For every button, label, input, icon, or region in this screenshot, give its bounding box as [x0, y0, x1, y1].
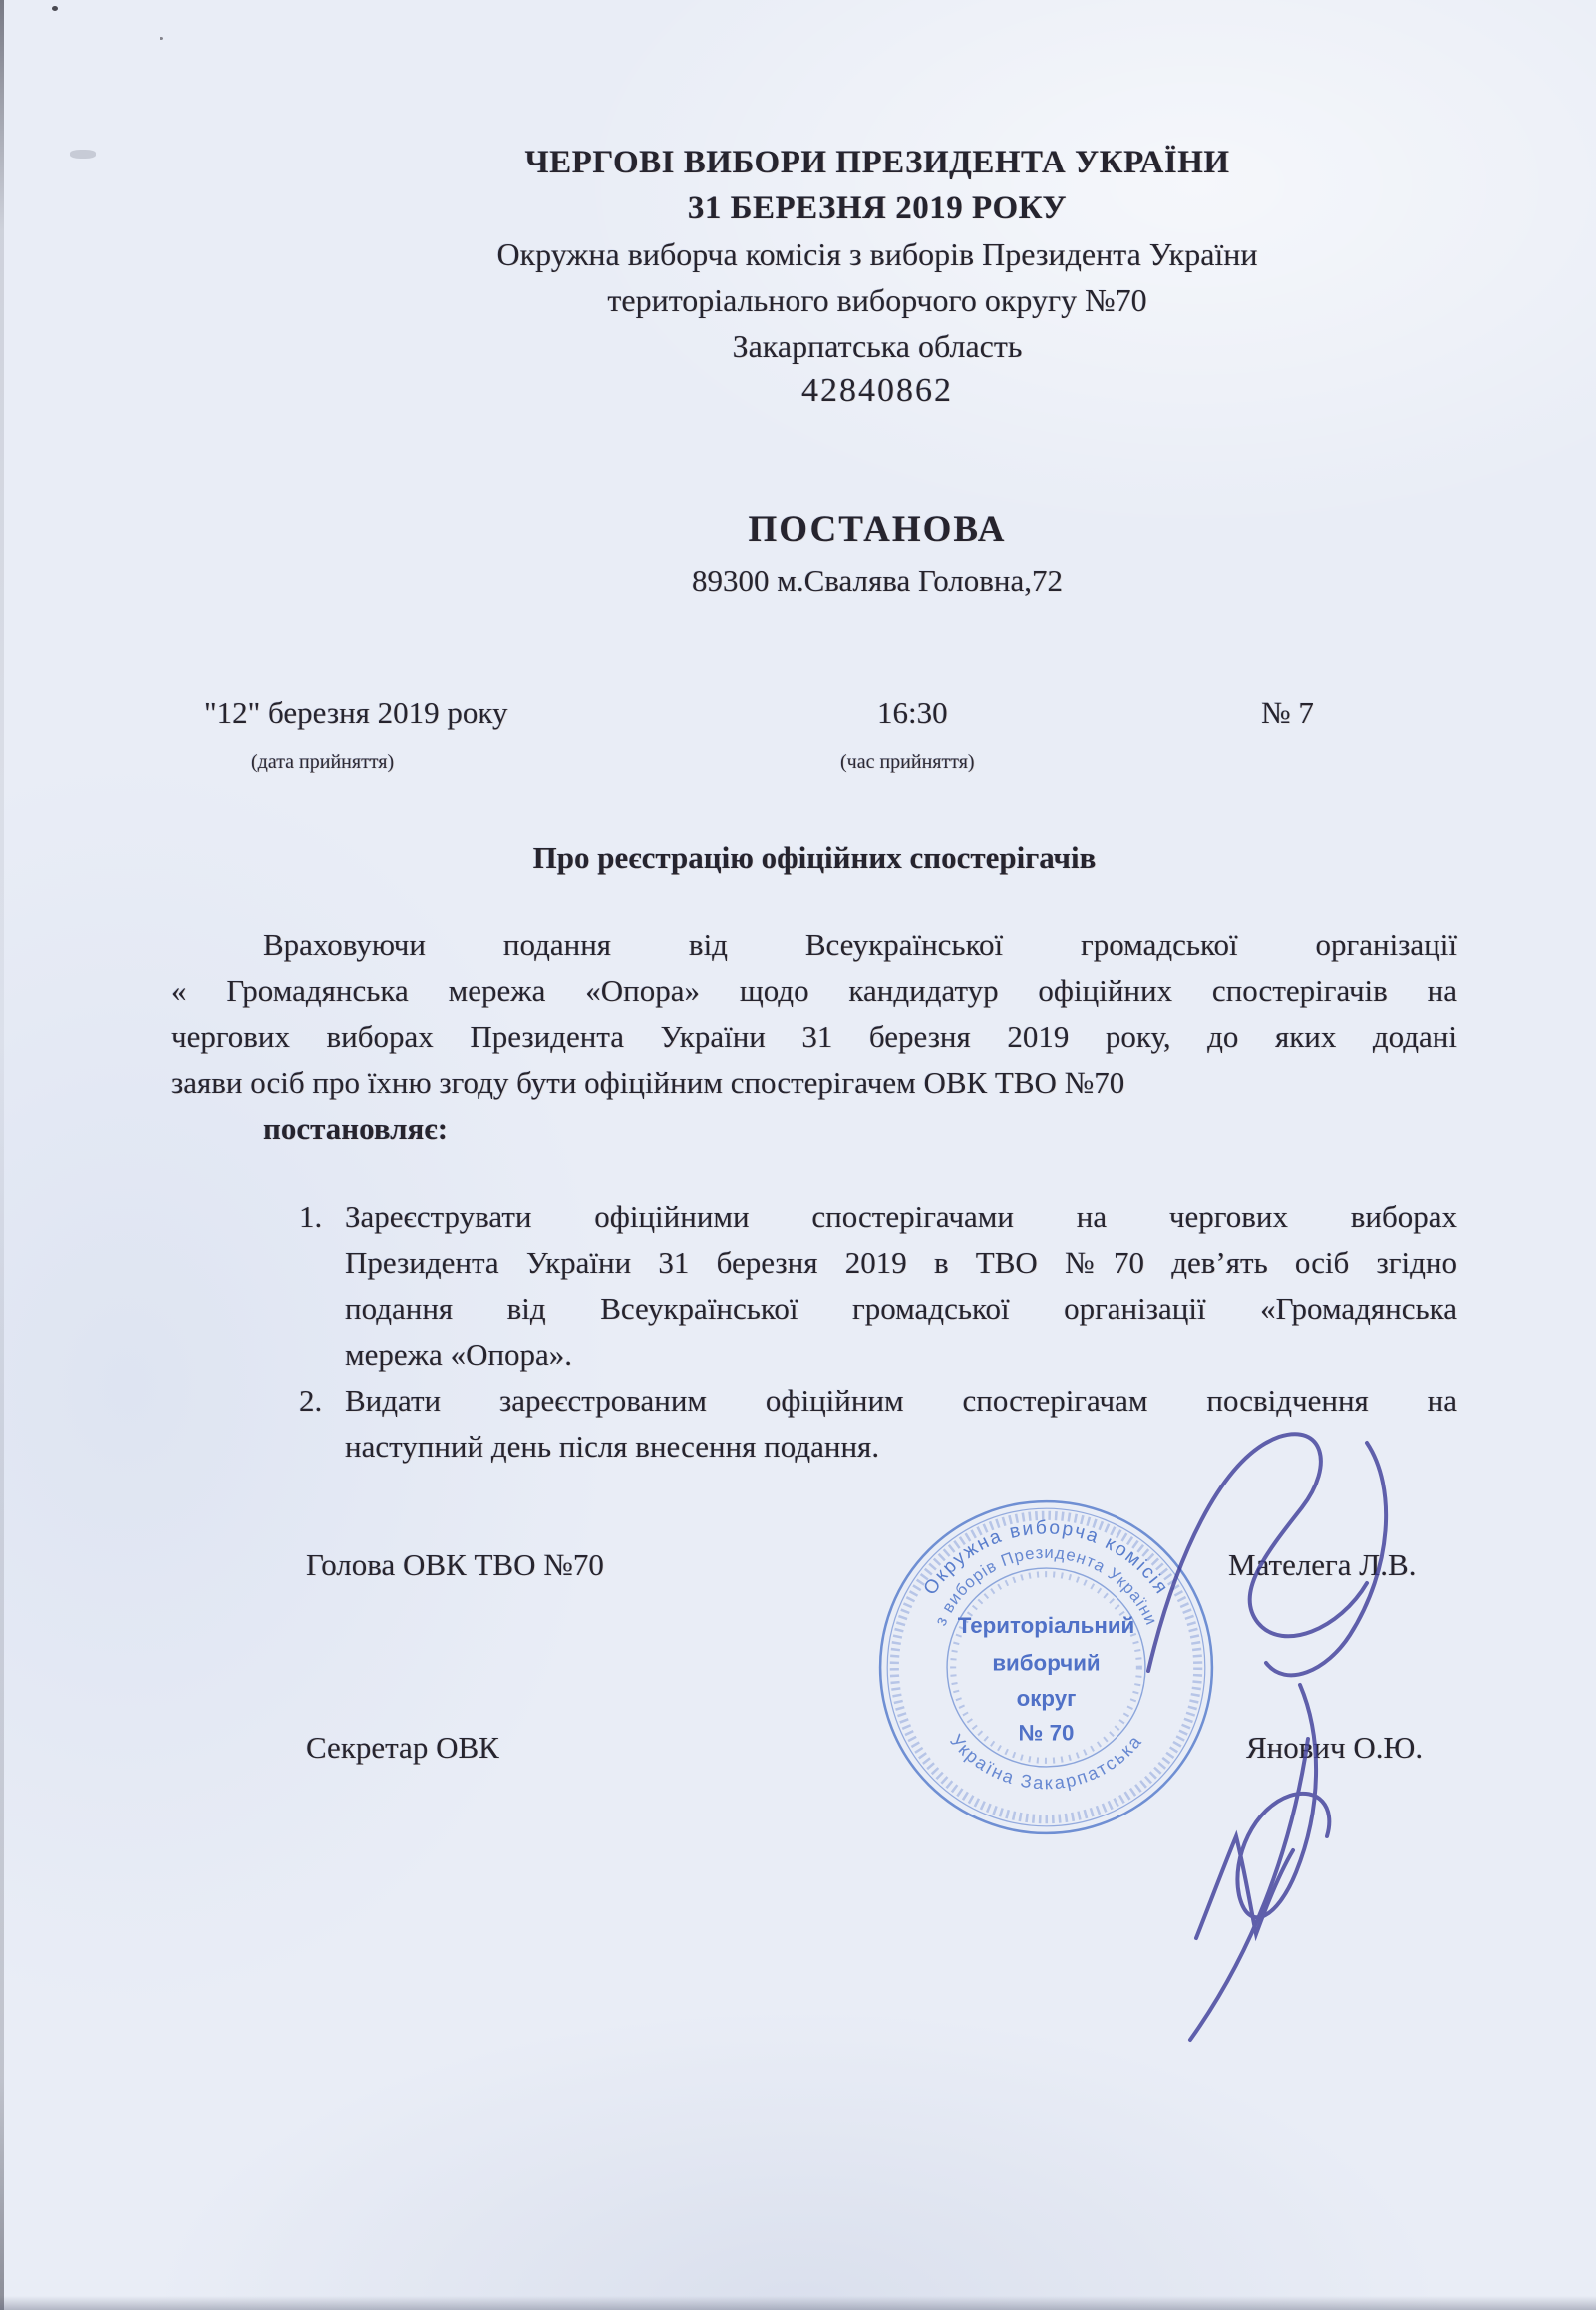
resolution-list [299, 1194, 1457, 1470]
left-edge-shadow [0, 0, 4, 2310]
paper-speck [160, 37, 163, 40]
election-title-line1: ЧЕРГОВІ ВИБОРИ ПРЕЗИДЕНТА УКРАЇНИ [524, 145, 1230, 180]
item-line: Президента України 31 березня 2019 в ТВО №70 дев’ять осіб згідно [345, 1245, 1457, 1280]
stamp-center-line-3: округ [1016, 1686, 1077, 1712]
paragraph-line: чергових виборах Президента України 31 березня 2019 року, до яких додані [171, 1019, 1457, 1054]
stamp-ring-text-top: Окружна виборча комісія [919, 1517, 1173, 1600]
stamp-center-line-1: Територіальний [957, 1613, 1135, 1638]
paper-crease [70, 150, 96, 159]
resolution-address: 89300 м.Свалява Головна,72 [691, 563, 1063, 598]
list-item [299, 1378, 1457, 1470]
item-line: Зареєструвати офіційними спостерігачами на чергових виборах [345, 1199, 1457, 1234]
registration-code: 42840862 [801, 372, 953, 409]
body-paragraph [171, 922, 1457, 1152]
meta-date-caption: (дата прийняття) [251, 751, 395, 773]
meta-number: № 7 [1261, 695, 1314, 730]
meta-time: 16:30 [877, 695, 948, 730]
secretary-name: Янович О.Ю. [1246, 1730, 1424, 1765]
official-stamp [874, 1495, 1218, 1839]
election-title-line2: 31 БЕРЕЗНЯ 2019 РОКУ [687, 190, 1068, 226]
bottom-edge-shadow [0, 2296, 1596, 2310]
region-line: Закарпатська область [732, 328, 1023, 364]
secretary-role: Секретар ОВК [306, 1730, 499, 1765]
paragraph-line: Враховуючи подання від Всеукраїнської громадської організації [263, 927, 1457, 962]
item-number: 1. [299, 1199, 323, 1234]
stamp-center-line-2: виборчий [992, 1650, 1101, 1676]
chairman-role: Голова ОВК ТВО №70 [306, 1547, 604, 1582]
meta-time-caption: (час прийняття) [840, 751, 975, 773]
item-line: наступний день після внесення подання. [345, 1429, 880, 1464]
commission-line: Окружна виборча комісія з виборів Президента України [496, 236, 1258, 272]
item-line: Видати зареєстрованим офіційним спостерігачам посвідчення на [345, 1383, 1457, 1418]
paragraph-line: заяви осіб про їхню згоду бути офіційним спостерігачем ОВК ТВО №70 [171, 1065, 1125, 1100]
item-line: подання від Всеукраїнської громадської організації «Громадянська [345, 1291, 1457, 1326]
chairman-name: Мателега Л.В. [1228, 1547, 1417, 1582]
list-item [299, 1194, 1457, 1378]
document-header [169, 140, 1585, 413]
meta-date: "12" березня 2019 року [204, 695, 508, 730]
resolves-label: постановляє: [263, 1111, 449, 1146]
paragraph-line: « Громадянська мережа «Опора» щодо кандидатур офіційних спостерігачів на [171, 973, 1457, 1008]
stamp-center-line-4: № 70 [1018, 1720, 1075, 1746]
stamp-ring-text-inner: з виборів Президента України [930, 1542, 1162, 1629]
item-number: 2. [299, 1383, 323, 1418]
resolution-title: ПОСТАНОВА [748, 509, 1007, 550]
paper-speck [52, 6, 58, 11]
district-line: територіального виборчого округу №70 [607, 282, 1147, 318]
stamp-ring-text-bottom: Україна Закарпатська [946, 1730, 1146, 1794]
subject-title: Про реєстрацію офіційних спостерігачів [532, 840, 1097, 875]
item-line: мережа «Опора». [345, 1337, 573, 1372]
